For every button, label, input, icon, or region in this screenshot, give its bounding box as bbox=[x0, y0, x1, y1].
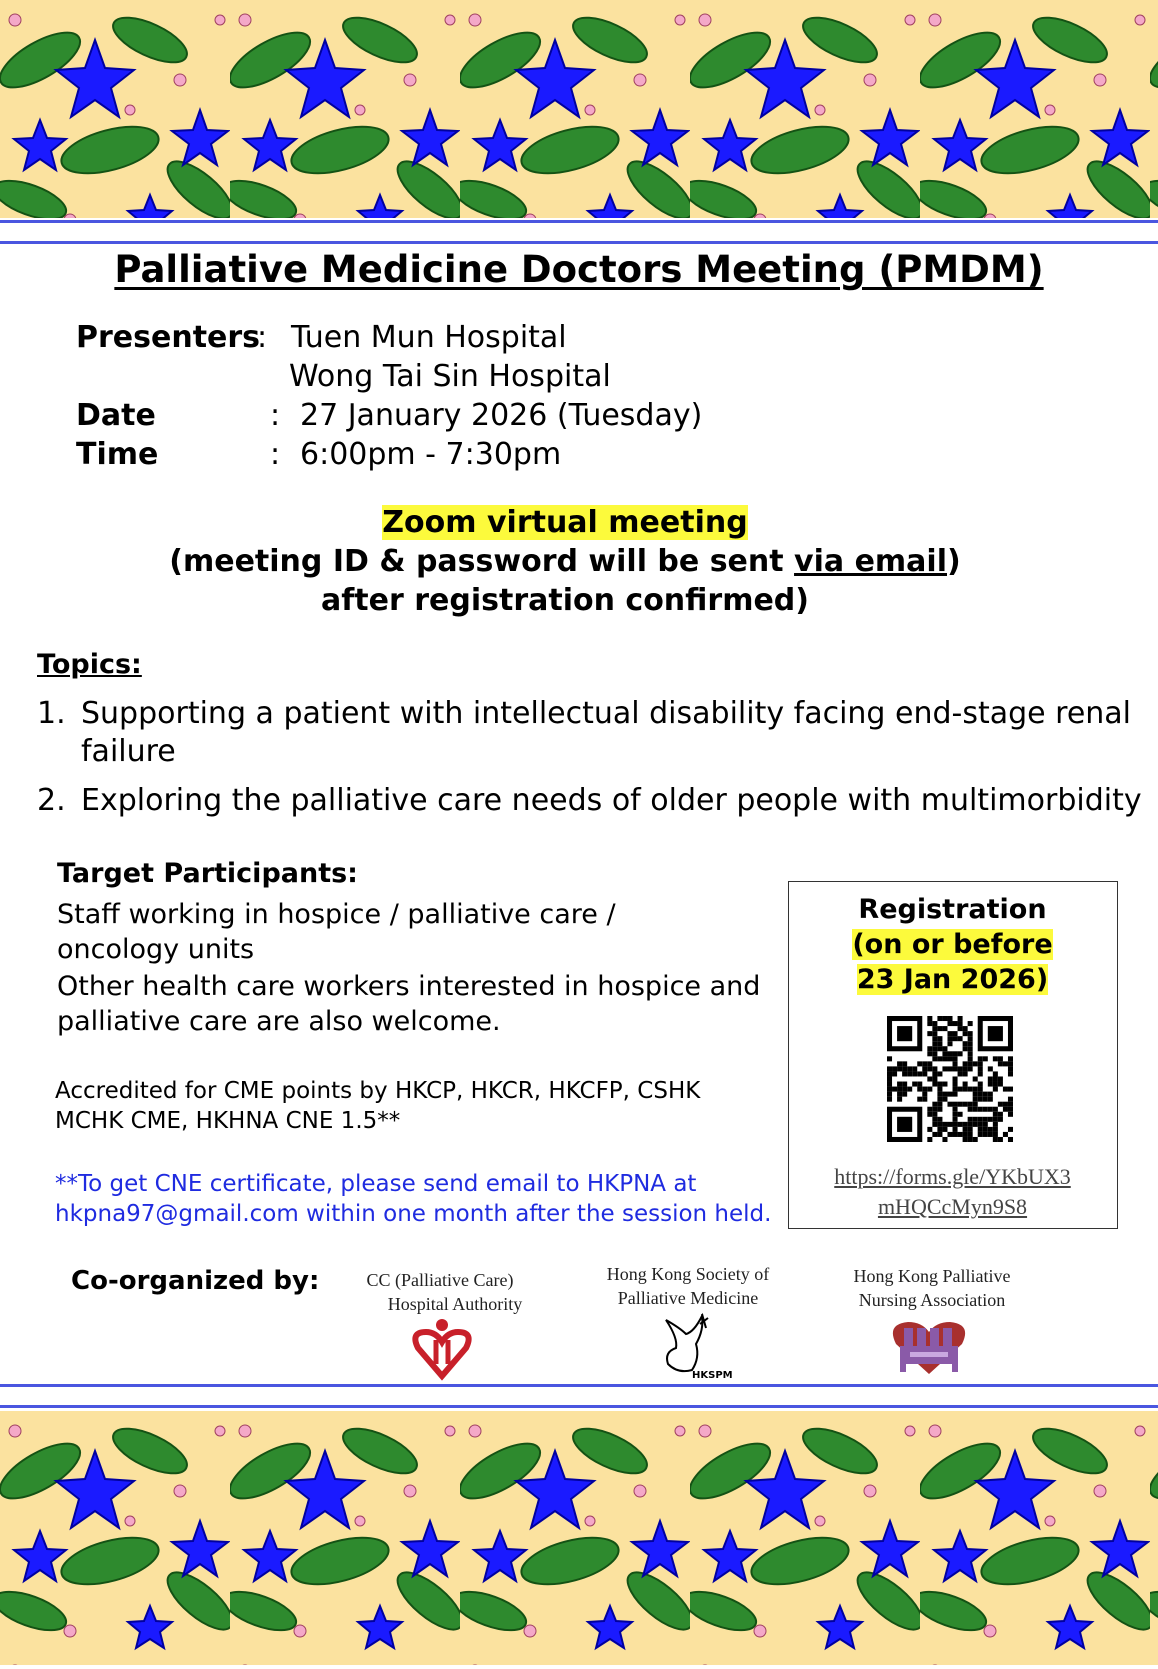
floral-pattern bbox=[0, 0, 1158, 218]
divider bbox=[0, 1384, 1158, 1387]
nursing-association-logo-icon bbox=[890, 1318, 968, 1376]
co-organized-label: Co-organized by: bbox=[71, 1266, 320, 1296]
organizer-name: Hong Kong Society of bbox=[606, 1264, 770, 1284]
svg-text:HKSPM: HKSPM bbox=[692, 1370, 733, 1381]
topic-number: 2. bbox=[37, 783, 66, 818]
divider bbox=[0, 220, 1158, 223]
organizer-name: Hospital Authority bbox=[387, 1294, 523, 1314]
registration-url-line[interactable]: mHQCcMyn9S8 bbox=[877, 1194, 1028, 1219]
topic-1-cont: failure bbox=[81, 734, 176, 769]
organizer-name: Nursing Association bbox=[858, 1290, 1006, 1310]
presenter-2: Wong Tai Sin Hospital bbox=[289, 359, 611, 394]
cne-note: **To get CNE certificate, please send email to HKPNA at bbox=[55, 1171, 697, 1197]
date-label: Date bbox=[76, 398, 156, 433]
topics-heading: Topics: bbox=[37, 649, 142, 680]
venue-title: Zoom virtual meeting bbox=[382, 505, 748, 540]
page-title: Palliative Medicine Doctors Meeting (PMDM) bbox=[114, 248, 1044, 291]
separator: : bbox=[270, 398, 281, 433]
venue-note-text: (meeting ID & password will be sent bbox=[169, 544, 795, 579]
time-value: 6:00pm - 7:30pm bbox=[300, 437, 562, 472]
time-label: Time bbox=[76, 437, 159, 472]
organizer-hkspm bbox=[578, 1262, 798, 1310]
dove-logo-icon bbox=[658, 1308, 733, 1381]
participants-line: oncology units bbox=[57, 934, 255, 965]
participants-heading: Target Participants: bbox=[57, 858, 358, 889]
bottom-floral-banner bbox=[0, 1411, 1158, 1665]
divider bbox=[0, 1405, 1158, 1408]
presenters-label: Presenters bbox=[76, 320, 261, 355]
registration-box bbox=[788, 881, 1118, 1229]
venue-note: (meeting ID & password will be sent via email) bbox=[169, 544, 961, 579]
presenter-1: Tuen Mun Hospital bbox=[291, 320, 567, 355]
date-value: 27 January 2026 (Tuesday) bbox=[300, 398, 703, 433]
organizer-name: CC (Palliative Care) bbox=[366, 1270, 514, 1290]
top-floral-banner bbox=[0, 0, 1158, 218]
registration-qr-code[interactable] bbox=[887, 1016, 1013, 1142]
organizer-name: Palliative Medicine bbox=[617, 1288, 759, 1308]
participants-line: palliative care are also welcome. bbox=[57, 1006, 501, 1037]
participants-line: Other health care workers interested in hospice and bbox=[57, 971, 761, 1002]
registration-deadline-date: 23 Jan 2026) bbox=[856, 964, 1049, 995]
topic-1: Supporting a patient with intellectual disability facing end-stage renal bbox=[81, 696, 1132, 731]
organizer-ha bbox=[320, 1268, 560, 1316]
floral-pattern bbox=[0, 1411, 1158, 1665]
topic-number: 1. bbox=[37, 696, 66, 731]
separator: : bbox=[270, 437, 281, 472]
participants-line: Staff working in hospice / palliative care / bbox=[57, 899, 616, 930]
hospital-authority-logo-icon bbox=[412, 1318, 472, 1380]
registration-heading: Registration bbox=[858, 894, 1047, 925]
organizer-hkpna bbox=[822, 1264, 1042, 1312]
separator: : bbox=[257, 320, 268, 355]
accreditation-line: MCHK CME, HKHNA CNE 1.5** bbox=[55, 1108, 401, 1134]
accreditation-line: Accredited for CME points by HKCP, HKCR, HKCFP, CSHK bbox=[55, 1078, 701, 1104]
topic-2: Exploring the palliative care needs of older people with multimorbidity bbox=[81, 783, 1142, 818]
divider bbox=[0, 241, 1158, 244]
registration-url-line[interactable]: https://forms.gle/YKbUX3 bbox=[834, 1164, 1071, 1189]
registration-link[interactable] bbox=[789, 1162, 1116, 1222]
via-email-text: via email bbox=[794, 544, 947, 579]
registration-deadline: (on or before bbox=[852, 929, 1053, 960]
venue-note-line3: after registration confirmed) bbox=[321, 583, 809, 618]
organizer-name: Hong Kong Palliative bbox=[853, 1266, 1011, 1286]
cne-note: hkpna97@gmail.com within one month after the session held. bbox=[55, 1201, 772, 1227]
